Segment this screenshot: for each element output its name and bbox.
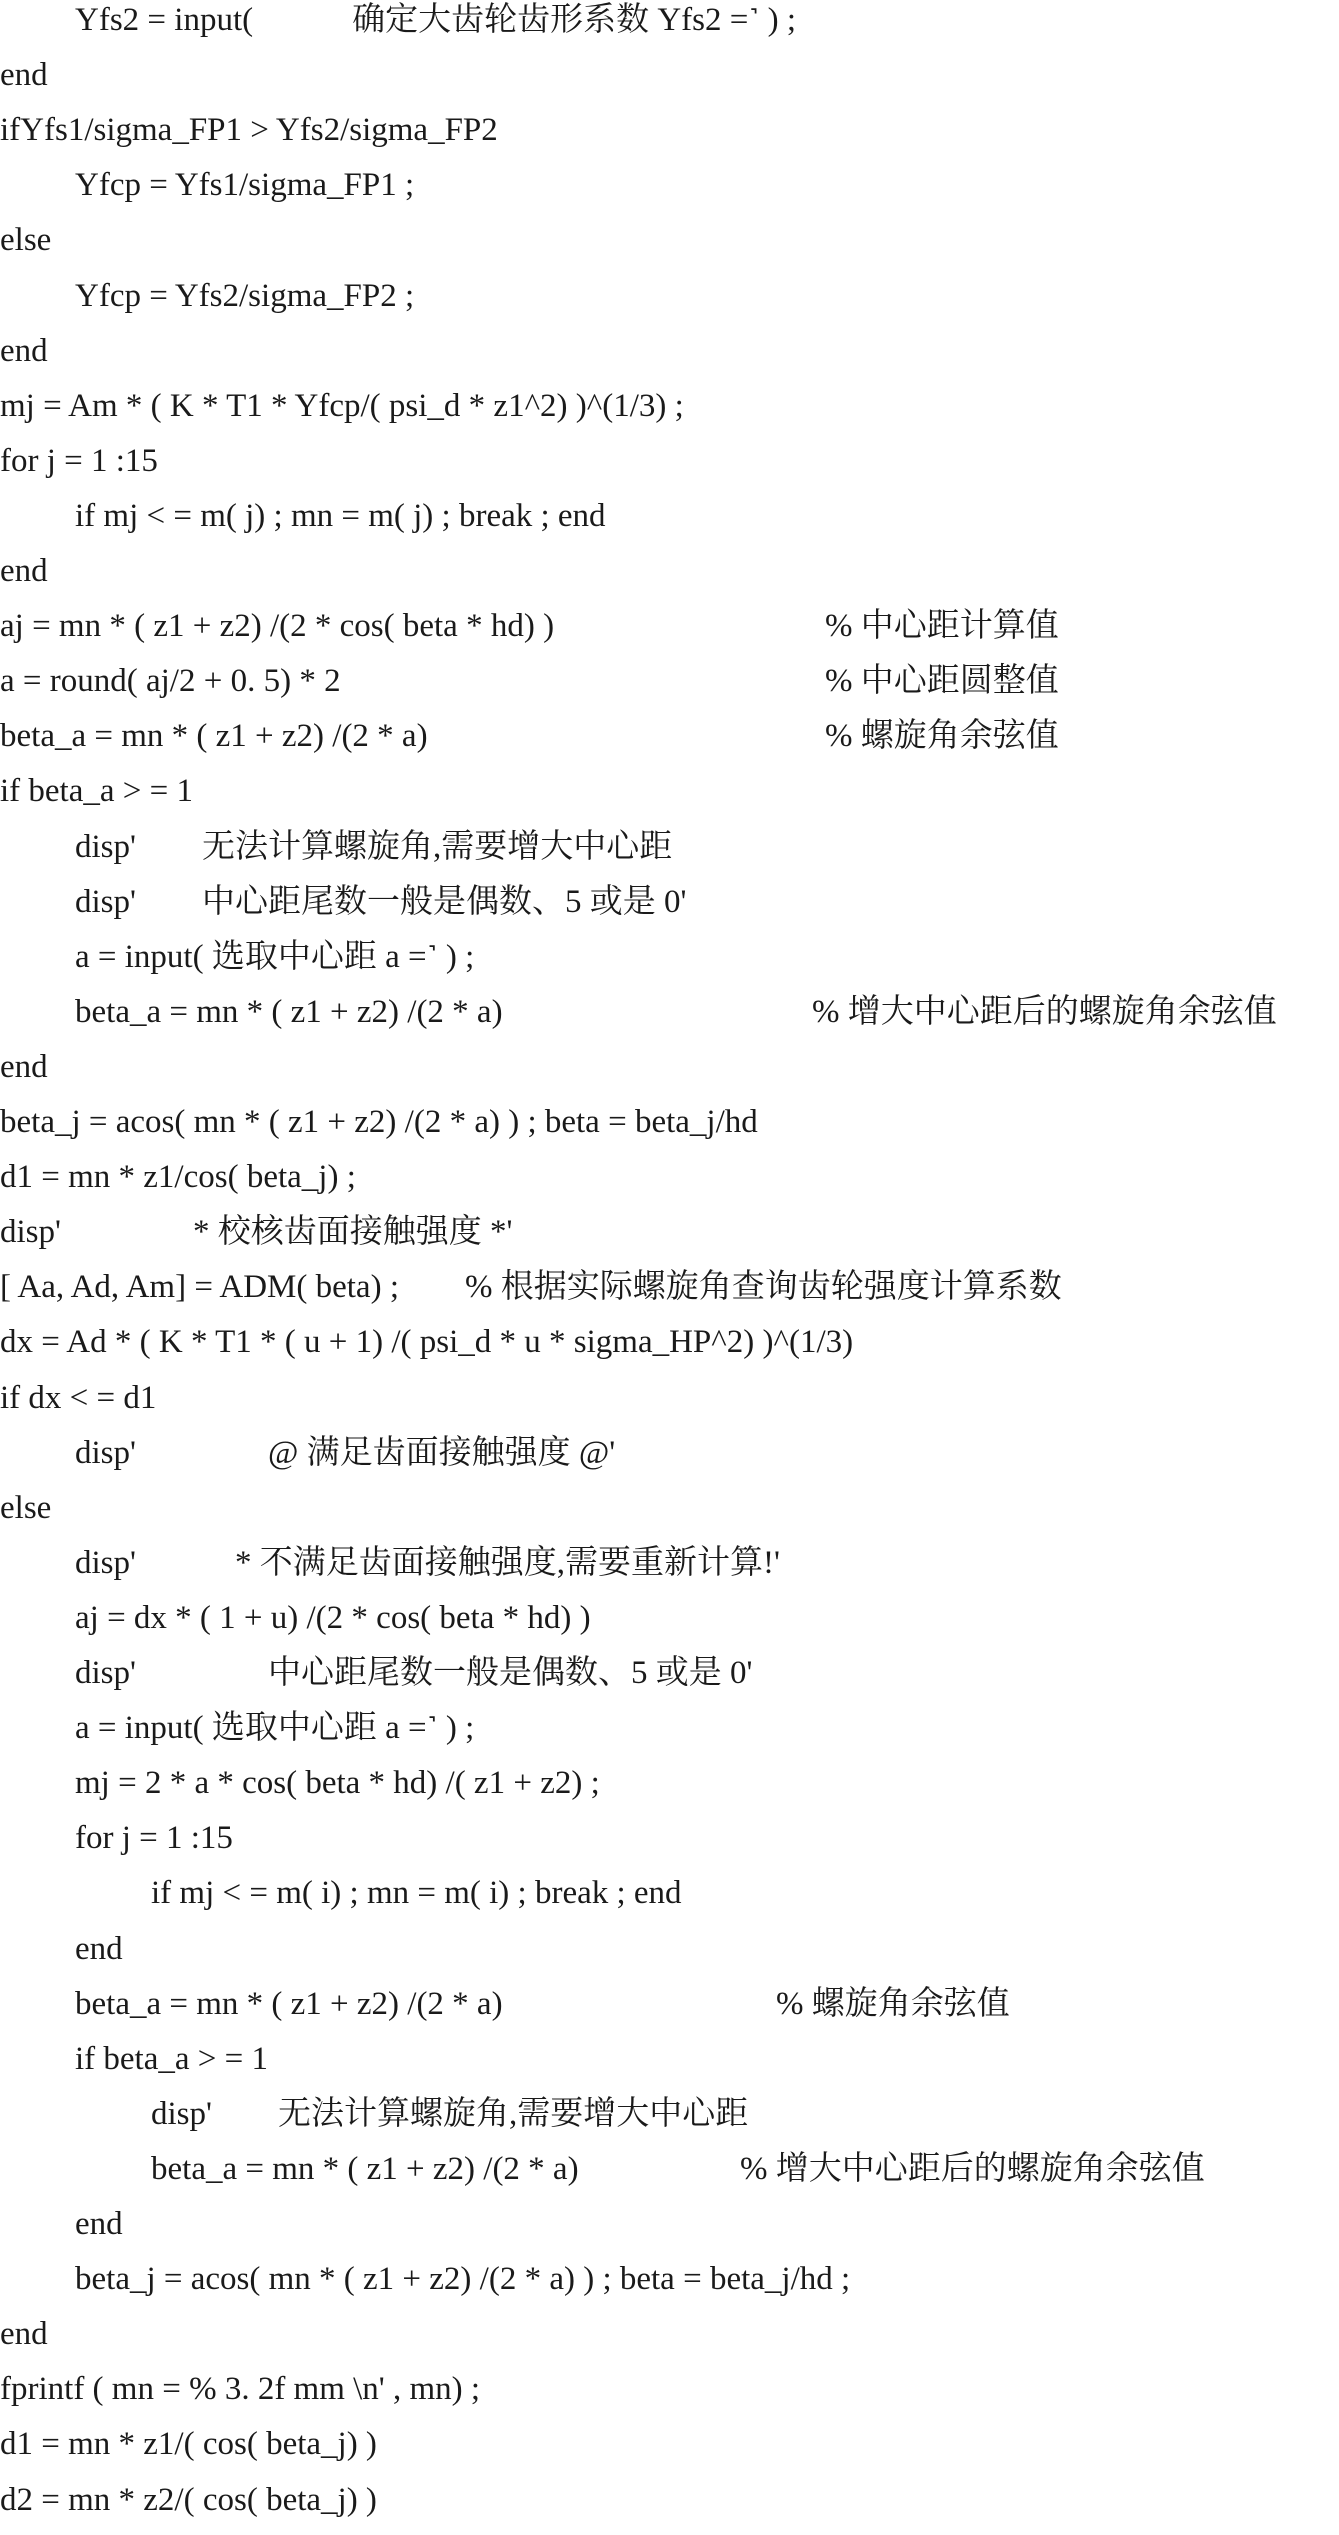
code-line: [0, 1094, 1339, 1150]
code-text: ifYfs1/sigma_FP1 > Yfs2/sigma_FP2: [0, 112, 498, 149]
code-text: a = input( 选取中心距 a =˺ ) ;: [75, 938, 475, 975]
code-comment: % 螺旋角余弦值: [825, 718, 1059, 755]
code-text: if beta_a > = 1: [0, 773, 193, 810]
code-text: d2 = mn * z2/( cos( beta_j) ): [0, 2481, 377, 2518]
code-line: [0, 763, 1339, 819]
code-line: [0, 433, 1339, 489]
code-text: end: [75, 2206, 123, 2242]
code-line: [0, 2031, 1339, 2087]
code-text: disp' * 不满足齿面接触强度,需要重新计算!': [75, 1544, 780, 1581]
code-text: disp' @ 满足齿面接触强度 @': [75, 1434, 616, 1471]
code-line: [0, 543, 1339, 599]
code-text: aj = dx * ( 1 + u) /(2 * cos( beta * hd) ): [75, 1599, 591, 1636]
code-line: [0, 2306, 1339, 2362]
code-line: [0, 157, 1339, 213]
code-text: d1 = mn * z1/cos( beta_j) ;: [0, 1159, 356, 1196]
code-text: a = round( aj/2 + 0. 5) * 2: [0, 663, 341, 700]
code-line: [0, 378, 1339, 434]
code-line: [0, 1755, 1339, 1811]
code-text: aj = mn * ( z1 + z2) /(2 * cos( beta * hd) ): [0, 608, 555, 645]
code-text: end: [0, 553, 48, 589]
code-line: [0, 102, 1339, 158]
code-text: mj = Am * ( K * T1 * Yfcp/( psi_d * z1^2) )^(1/3) ;: [0, 387, 684, 424]
code-comment: % 增大中心距后的螺旋角余弦值: [812, 993, 1277, 1030]
code-text: else: [0, 1489, 52, 1526]
code-line: [0, 598, 1339, 654]
code-line: [0, 2416, 1339, 2472]
code-line: [0, 1370, 1339, 1426]
code-line: [0, 47, 1339, 103]
code-line: [0, 0, 1339, 48]
code-text: disp' 无法计算螺旋角,需要增大中心距: [75, 828, 673, 865]
code-text: a = input( 选取中心距 a =˺ ) ;: [75, 1710, 475, 1747]
code-line: [0, 1480, 1339, 1536]
code-line: [0, 1425, 1339, 1481]
code-line: [0, 708, 1339, 764]
code-text: beta_a = mn * ( z1 + z2) /(2 * a): [75, 1985, 503, 2022]
code-comment: % 中心距计算值: [825, 608, 1059, 645]
code-text: disp' 无法计算螺旋角,需要增大中心距: [151, 2095, 749, 2132]
code-text: Yfcp = Yfs2/sigma_FP2 ;: [75, 277, 415, 314]
code-line: [0, 819, 1339, 875]
code-line: [0, 2196, 1339, 2252]
code-text: Yfcp = Yfs1/sigma_FP1 ;: [75, 167, 415, 204]
code-line: [0, 2251, 1339, 2307]
code-comment: % 增大中心距后的螺旋角余弦值: [740, 2150, 1205, 2187]
code-line: [0, 1921, 1339, 1977]
code-text: if mj < = m( i) ; mn = m( i) ; break ; end: [151, 1875, 682, 1912]
code-text: [ Aa, Ad, Am] = ADM( beta) ; % 根据实际螺旋角查询齿轮强度计算系数: [0, 1269, 1062, 1306]
code-line: [0, 2361, 1339, 2417]
code-comment: % 中心距圆整值: [825, 663, 1059, 700]
code-line: [0, 1535, 1339, 1591]
code-text: if dx < = d1: [0, 1379, 157, 1416]
code-line: [0, 2086, 1339, 2142]
code-text: disp' 中心距尾数一般是偶数、5 或是 0': [75, 1655, 753, 1691]
code-text: mj = 2 * a * cos( beta * hd) /( z1 + z2) ;: [75, 1765, 600, 1802]
code-text: for j = 1 :15: [75, 1820, 233, 1857]
code-text: beta_j = acos( mn * ( z1 + z2) /(2 * a) ) ; beta = beta_j/hd ;: [75, 2261, 851, 2298]
code-line: [0, 1865, 1339, 1921]
code-line: [0, 1149, 1339, 1205]
code-line: [0, 1204, 1339, 1260]
code-line: [0, 1314, 1339, 1370]
code-line: [0, 653, 1339, 709]
code-line: [0, 268, 1339, 324]
code-text: disp' * 校核齿面接触强度 *': [0, 1214, 513, 1251]
code-line: [0, 323, 1339, 379]
code-text: disp' 中心距尾数一般是偶数、5 或是 0': [75, 883, 687, 920]
code-line: [0, 1645, 1339, 1701]
code-text: end: [0, 1048, 48, 1085]
code-line: [0, 1259, 1339, 1315]
code-text: else: [0, 222, 52, 259]
code-line: [0, 929, 1339, 985]
code-text: end: [75, 1930, 123, 1967]
code-text: beta_a = mn * ( z1 + z2) /(2 * a): [75, 993, 503, 1030]
code-text: beta_a = mn * ( z1 + z2) /(2 * a): [151, 2150, 579, 2187]
code-line: [0, 488, 1339, 544]
code-line: [0, 2472, 1339, 2528]
code-text: end: [0, 57, 48, 94]
code-text: fprintf ( mn = % 3. 2f mm \n' , mn) ;: [0, 2371, 481, 2408]
code-text: beta_j = acos( mn * ( z1 + z2) /(2 * a) ) ; beta = beta_j/hd: [0, 1104, 758, 1140]
code-text: d1 = mn * z1/( cos( beta_j) ): [0, 2426, 377, 2463]
code-line: [0, 874, 1339, 930]
code-line: [0, 1039, 1339, 1095]
code-text: dx = Ad * ( K * T1 * ( u + 1) /( psi_d * u * sigma_HP^2) )^(1/3): [0, 1324, 854, 1361]
code-line: [0, 1810, 1339, 1866]
code-line: [0, 1976, 1339, 2032]
code-text: for j = 1 :15: [0, 442, 158, 479]
code-text: end: [0, 332, 48, 369]
code-line: [0, 1590, 1339, 1646]
code-text: end: [0, 2316, 48, 2353]
code-text: if beta_a > = 1: [75, 2040, 268, 2077]
code-line: [0, 2141, 1339, 2197]
code-comment: % 螺旋角余弦值: [776, 1985, 1010, 2022]
code-text: beta_a = mn * ( z1 + z2) /(2 * a): [0, 718, 428, 755]
code-line: [0, 984, 1339, 1040]
code-line: [0, 212, 1339, 268]
code-text: if mj < = m( j) ; mn = m( j) ; break ; end: [75, 497, 606, 534]
code-line: [0, 1700, 1339, 1756]
code-text: Yfs2 = input( 确定大齿轮齿形系数 Yfs2 =˺ ) ;: [75, 2, 797, 38]
